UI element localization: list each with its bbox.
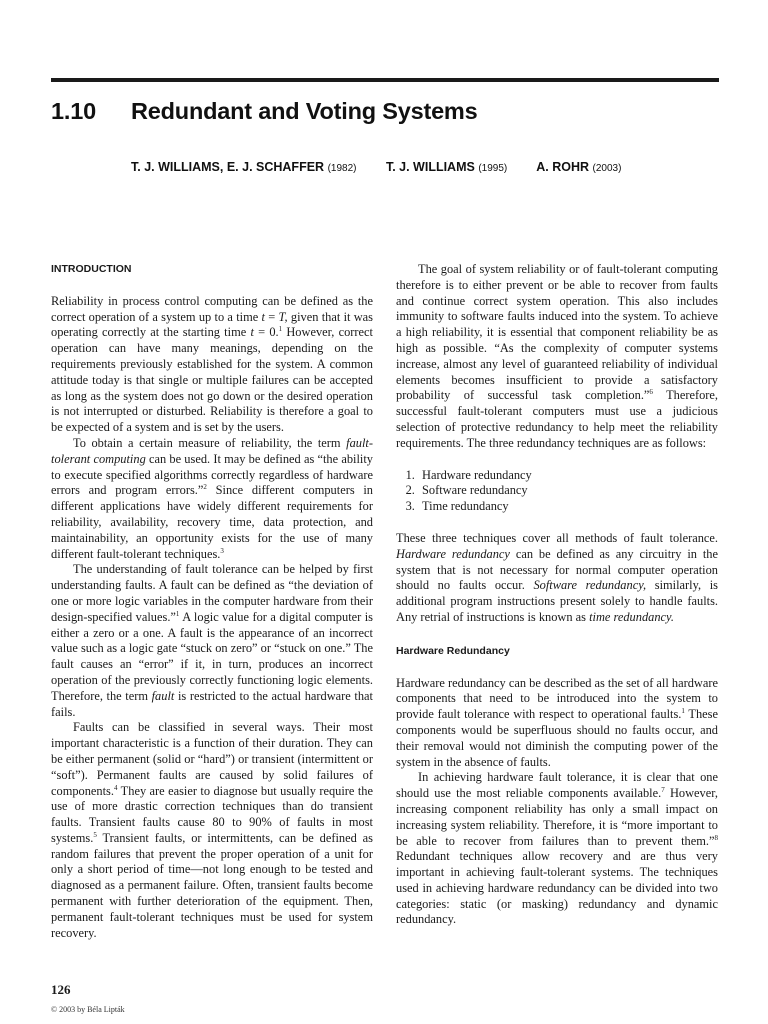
footnote-ref: 4 — [113, 783, 118, 792]
section-title-text: Redundant and Voting Systems — [131, 98, 478, 124]
author-year: (1995) — [478, 163, 508, 174]
paragraph: Hardware redundancy can be described as the set of all hardware components that need to be introduced into the system to provide fault tolerance with respect to operational faults.$^1$ These components would be superfluous should no faults occur, and their removal would not diminish the computing power of the system in the absence of faults. — [396, 675, 718, 769]
footnote-ref: 7 — [661, 785, 665, 794]
paragraph: The understanding of fault tolerance can be helped by first understanding faults. A fault can be defined as “the deviation of one or more logic variables in the computer hardware from their design-specified values.”$^1$ A logic value for a digital computer is either a zero or a one. A fault is the appearance of an incorrect value such as a logic gate “stuck on zero” or “stuck on one.” The fault causes an “error” if it, in turn, produces an incorrect operation of the previously correctly functioning logic elements. Therefore, the term fault is restricted to the actual hardware that fails. — [51, 562, 373, 719]
introduction-heading: INTRODUCTION — [51, 263, 132, 275]
redundancy-list — [396, 468, 718, 515]
paragraph: In achieving hardware fault tolerance, it is clear that one should use the most reliable components available.$^7$ However, increasing component reliability has only a small impact on increasing system reliability. Therefore, it is “more important to be able to recover from failures than to prevent them.”$^8$ Redundant techniques allow recovery and are thus very important in achieving fault-tolerant systems. The techniques used in achieving hardware redundancy can be divided into two categories: static (or masking) redundancy and dynamic redundancy. — [396, 770, 718, 927]
copyright-notice: © 2003 by Béla Lipták — [51, 1005, 125, 1014]
footnote-ref: 1 — [175, 609, 180, 618]
author-names: T. J. WILLIAMS, E. J. SCHAFFER — [131, 160, 325, 174]
author-line — [131, 160, 621, 174]
paragraph: Reliability in process control computing can be defined as the correct operation of a system up to a time t = T, given that it was operating correctly at the starting time t = 0.$^1$ However, correct operation can have many meanings, depending on the requirements previously established for the system. A common attitude today is that single or multiple failures can be accepted as long as the system does not go down or the desired operation is not interrupted or disturbed. Reliability is therefore a goal to be expected of a system and is set by the users. — [51, 293, 374, 435]
paragraph: To obtain a certain measure of reliability, the term fault-tolerant computing can be used. It may be defined as “the ability to execute specified algorithms correctly regardless of hardware errors and program errors.”$^2$ Since different computers in different applications have widely different requirements for reliability, availability, recovery time, data protection, and maintainability, an opportunity exists for the use of many different fault-tolerant techniques.$^3$ — [51, 435, 374, 561]
author-year: (1982) — [327, 163, 357, 174]
footnote-ref: 1 — [681, 707, 685, 715]
footnote-ref: 8 — [714, 833, 718, 842]
right-column — [396, 262, 718, 928]
list-item: 2. Software redundancy — [418, 483, 718, 499]
author-names: T. J. WILLIAMS — [385, 160, 475, 174]
paragraph: Faults can be classified in several ways. Their most important characteristic is a function of their duration. They can be either permanent (solid or “hard”) or transient (intermittent or “soft”). Permanent faults are caused by solid failures of components.$^4$ They are easier to diagnose but usually require the use of more drastic correction techniques than do transient faults. Transient faults cause 80 to 90% of faults in most systems.$^5$ Transient faults, or intermittents, can be defined as random failures that prevent the proper operation of a unit for only a short period of time—not long enough to be tested and diagnosed as a permanent failure. Often, transient faults become permanent with further deterioration of the equipment. Then, permanent fault-tolerant techniques must be used for system recovery. — [51, 720, 373, 940]
section-title — [51, 98, 478, 125]
paragraph: These three techniques cover all methods of fault tolerance. Hardware redundancy can be defined as any circuitry in the system that is not necessary for normal computer operation should no faults occur. Software redundancy, similarly, is additional program instructions present solely to handle faults. Any retrial of instructions is known as time redundancy. — [396, 530, 718, 624]
section-number: 1.10 — [51, 98, 96, 124]
author-year: (2003) — [592, 163, 622, 174]
paragraph: The goal of system reliability or of fault-tolerant computing therefore is to either prevent or be able to recover from faults and continue correct system operation. This also includes immunity to software faults induced into the system. To achieve a high reliability, it is essential that component reliability be as high as possible. “As the complexity of computer systems increase, almost any level of guaranteed reliability of individual elements becomes insufficient to provide a satisfactory probability of successful task completion.”$^6$ Therefore, successful fault-tolerant computers must use a judicious selection of protective redundancy to help meet the reliability requirements. The three redundancy techniques are as follows: — [396, 262, 719, 450]
hardware-redundancy-heading: Hardware Redundancy — [396, 644, 510, 657]
author-names: A. ROHR — [536, 160, 590, 174]
footnote-ref: 6 — [649, 388, 653, 397]
footnote-ref: 2 — [203, 483, 207, 492]
top-rule — [51, 78, 719, 82]
left-column — [51, 262, 373, 941]
list-item: 3. Time redundancy — [418, 499, 718, 515]
footnote-ref: 3 — [220, 546, 224, 555]
list-item: 1. Hardware redundancy — [418, 468, 718, 484]
page-number: 126 — [51, 982, 71, 997]
footnote-ref: 5 — [93, 830, 97, 839]
footnote-ref: 1 — [278, 325, 283, 334]
